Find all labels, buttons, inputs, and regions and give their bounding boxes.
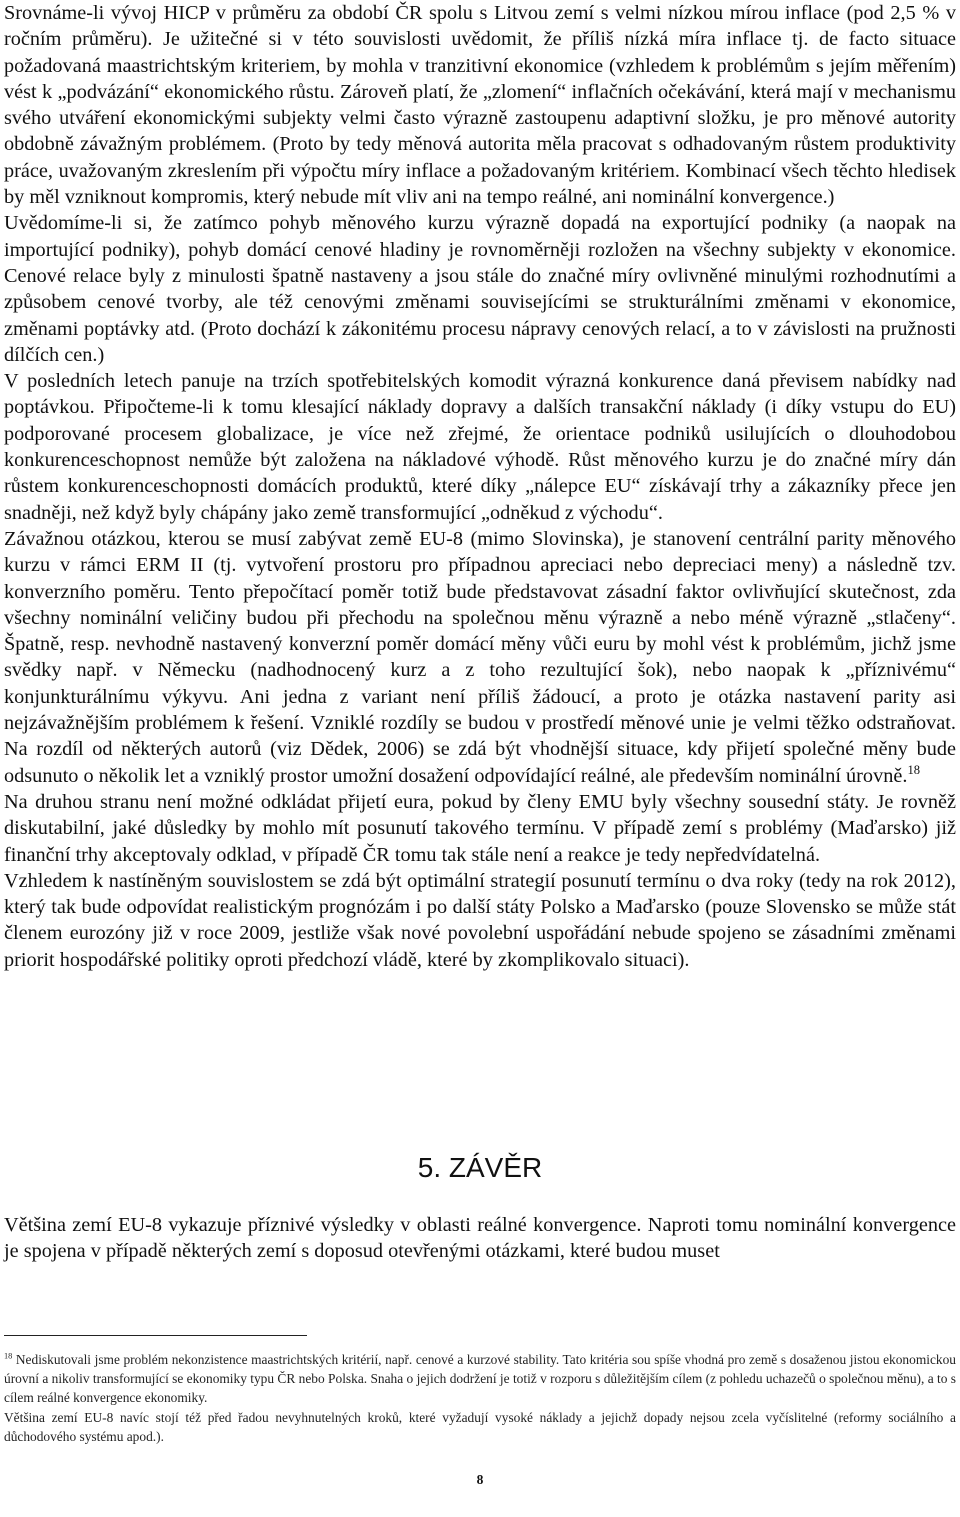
main-text <box>4 0 956 973</box>
section-heading: 5. ZÁVĚR <box>417 1152 543 1183</box>
footnote-text: Nediskutovali jsme problém nekonzistence maastrichtských kritérií, např. cenové a kurzové stability. Tato kritéria sou spíše vhodná pro země s dosaženou jistou ekonomickou úrovní a nikoliv transformující se ekonomiky typu ČR nebo Polska. Snaha o jejich dodržení je totiž v rozporu s důležitějším cílem (z pohledu uchazečů o společnou měnu), a to s cílem reálné konvergence ekonomiky. <box>4 1352 956 1406</box>
paragraph-strategy: Vzhledem k nastíněným souvislostem se zdá být optimální strategií posunutí termínu o dva roky (tedy na rok 2012), který tak bude odpovídat realistickým prognózám i po další státy Polsko a Maďarsko (pouze Slovensko se může stát členem eurozóny již v roce 2009, jestliže však nové povolební uspořádání nebude spojeno se zásadními změnami priorit hospodářské politiky oproti předchozí vládě, které by zkomplikovalo situaci). <box>4 869 956 971</box>
document-page <box>4 0 956 973</box>
conclusion-paragraph: Většina zemí EU-8 vykazuje příznivé výsledky v oblasti reálné konvergence. Naproti tomu nominální konvergence je spojena v případě některých zemí s doposud otevřenými otázkami, které budou muset <box>4 1214 956 1263</box>
paragraph-exchange-rate: Uvědomíme-li si, že zatímco pohyb měnového kurzu výrazně dopadá na exportující podniky (a naopak na importující podniky), pohyb domácí cenové hladiny je rovnoměrněji rozložen na všechny subjekty v ekonomice. Cenové relace byly z minulosti špatně nastaveny a jsou stále do značné míry ovlivněné minulými rozhodnutími a způsobem cenové tvorby, ale též cenovými změnami souvisejícími se strukturálními změnami v ekonomice, změnami poptávky atd. (Proto dochází k zákonitému procesu nápravy cenových relací, a to v závislosti na pružnosti dílčích cen.) <box>4 212 956 366</box>
page-number: 8 <box>476 1472 484 1487</box>
footnote-divider <box>4 1335 307 1336</box>
paragraph-euro-adoption: Na druhou stranu není možné odkládat přijetí eura, pokud by členy EMU byly všechny sousední státy. Je rovněž diskutabilní, jaké důsledky by mohlo mít posunutí takového termínu. V případě zemí s problémy (Maďarsko) již finanční trhy akceptovaly odklad, v případě ČR tomu tak stále není a reakce je tedy nepředvídatelná. <box>4 790 956 866</box>
footnote-reference[interactable]: 18 <box>907 762 921 777</box>
footnote-continuation: Většina zemí EU-8 navíc stojí též před řadou nevyhnutelných kroků, které vyžadují vysoké náklady a jejichž dopady nejsou zcela vyčíslitelné (reformy sociálního a důchodového systému apod.). <box>4 1409 956 1444</box>
paragraph-inflation: Srovnáme-li vývoj HICP v průměru za období ČR spolu s Litvou zemí s velmi nízkou mírou inflace (pod 2,5 % v ročním průměru). Je užitečné si v této souvislosti uvědomit, že příliš nízká míra inflace tj. de facto situace požadovaná maastrichtským kriteriem, by mohla v tranzitivní ekonomice (vzhledem k problémům s jejím měřením) vést k „podvázání“ ekonomického růstu. Zároveň platí, že „zlomení“ inflačních očekávání, která mají v mechanismu svého utváření ekonomickými subjekty velmi často výrazně zastoupenu adaptivní složku, je pro měnové autority obdobně závažným problémem. (Proto by tedy měnová autorita měla pracovat s odhadovaným růstem produktivity práce, uvažovaným zkreslením při výpočtu míry inflace a požadovaným kritériem. Kombinací všech těchto hledisek by měl vzniknout kompromis, který nebude mít vliv ani na tempo reálné, ani nominální konvergence.) <box>4 2 956 209</box>
paragraph-central-parity-text: Závažnou otázkou, kterou se musí zabývat země EU-8 (mimo Slovinska), je stanovení centrální parity měnového kurzu v rámci ERM II (tj. vytvoření prostoru pro případnou apreciaci nebo depreciaci meny) a následně tzv. konverzního poměru. Tento přepočítací poměr totiž bude představovat zásadní faktor ovlivňující skutečnost, zda všechny nominální veličiny budou při přechodu na společnou měnu výrazně a nebo méně výrazně „stlačeny“. Špatně, resp. nevhodně nastavený konverzní poměr domácí měny vůči euru by mohl vést k problémům, jichž jsme svědky např. v Německu (nadhodnocený kurz a z toho rezultující šok), nebo naopak k „příznivému“ konjunkturálnímu výkyvu. Ani jedna z variant není příliš žádoucí, a proto je otázka nastavení parity asi nejzávažnějším problémem k řešení. Vzniklé rozdíly se budou v prostředí měnové unie je velmi těžko odstraňovat. Na rozdíl od některých autorů (viz Dědek, 2006) se zdá být vhodnější situace, kdy přijetí společné měny bude odsunuto o několik let a vzniklý prostor umožní dosažení odpovídající reálné, ale především nominální úrovně. <box>4 527 956 787</box>
paragraph-competition: V posledních letech panuje na trzích spotřebitelských komodit výrazná konkurence daná převisem nabídky nad poptávkou. Připočteme-li k tomu klesající náklady dopravy a dalších transakční náklady (i díky vstupu do EU) podporované procesem globalizace, je více než zřejmé, že orientace podniků usilujících o dlouhodobou konkurenceschopnost nemůže být založena na nákladové výhodě. Růst měnového kurzu je do značné míry dán růstem konkurenceschopnosti domácích produktů, které díky „nálepce EU“ získávají trhy a zákazníky přece jen snadněji, než když byly chápány jako země transformující „odněkud z východu“. <box>4 370 956 524</box>
paragraph-central-parity <box>4 526 956 789</box>
footnotes <box>4 1350 956 1446</box>
footnote-18 <box>4 1350 956 1408</box>
footnote-number: 18 <box>4 1351 13 1361</box>
